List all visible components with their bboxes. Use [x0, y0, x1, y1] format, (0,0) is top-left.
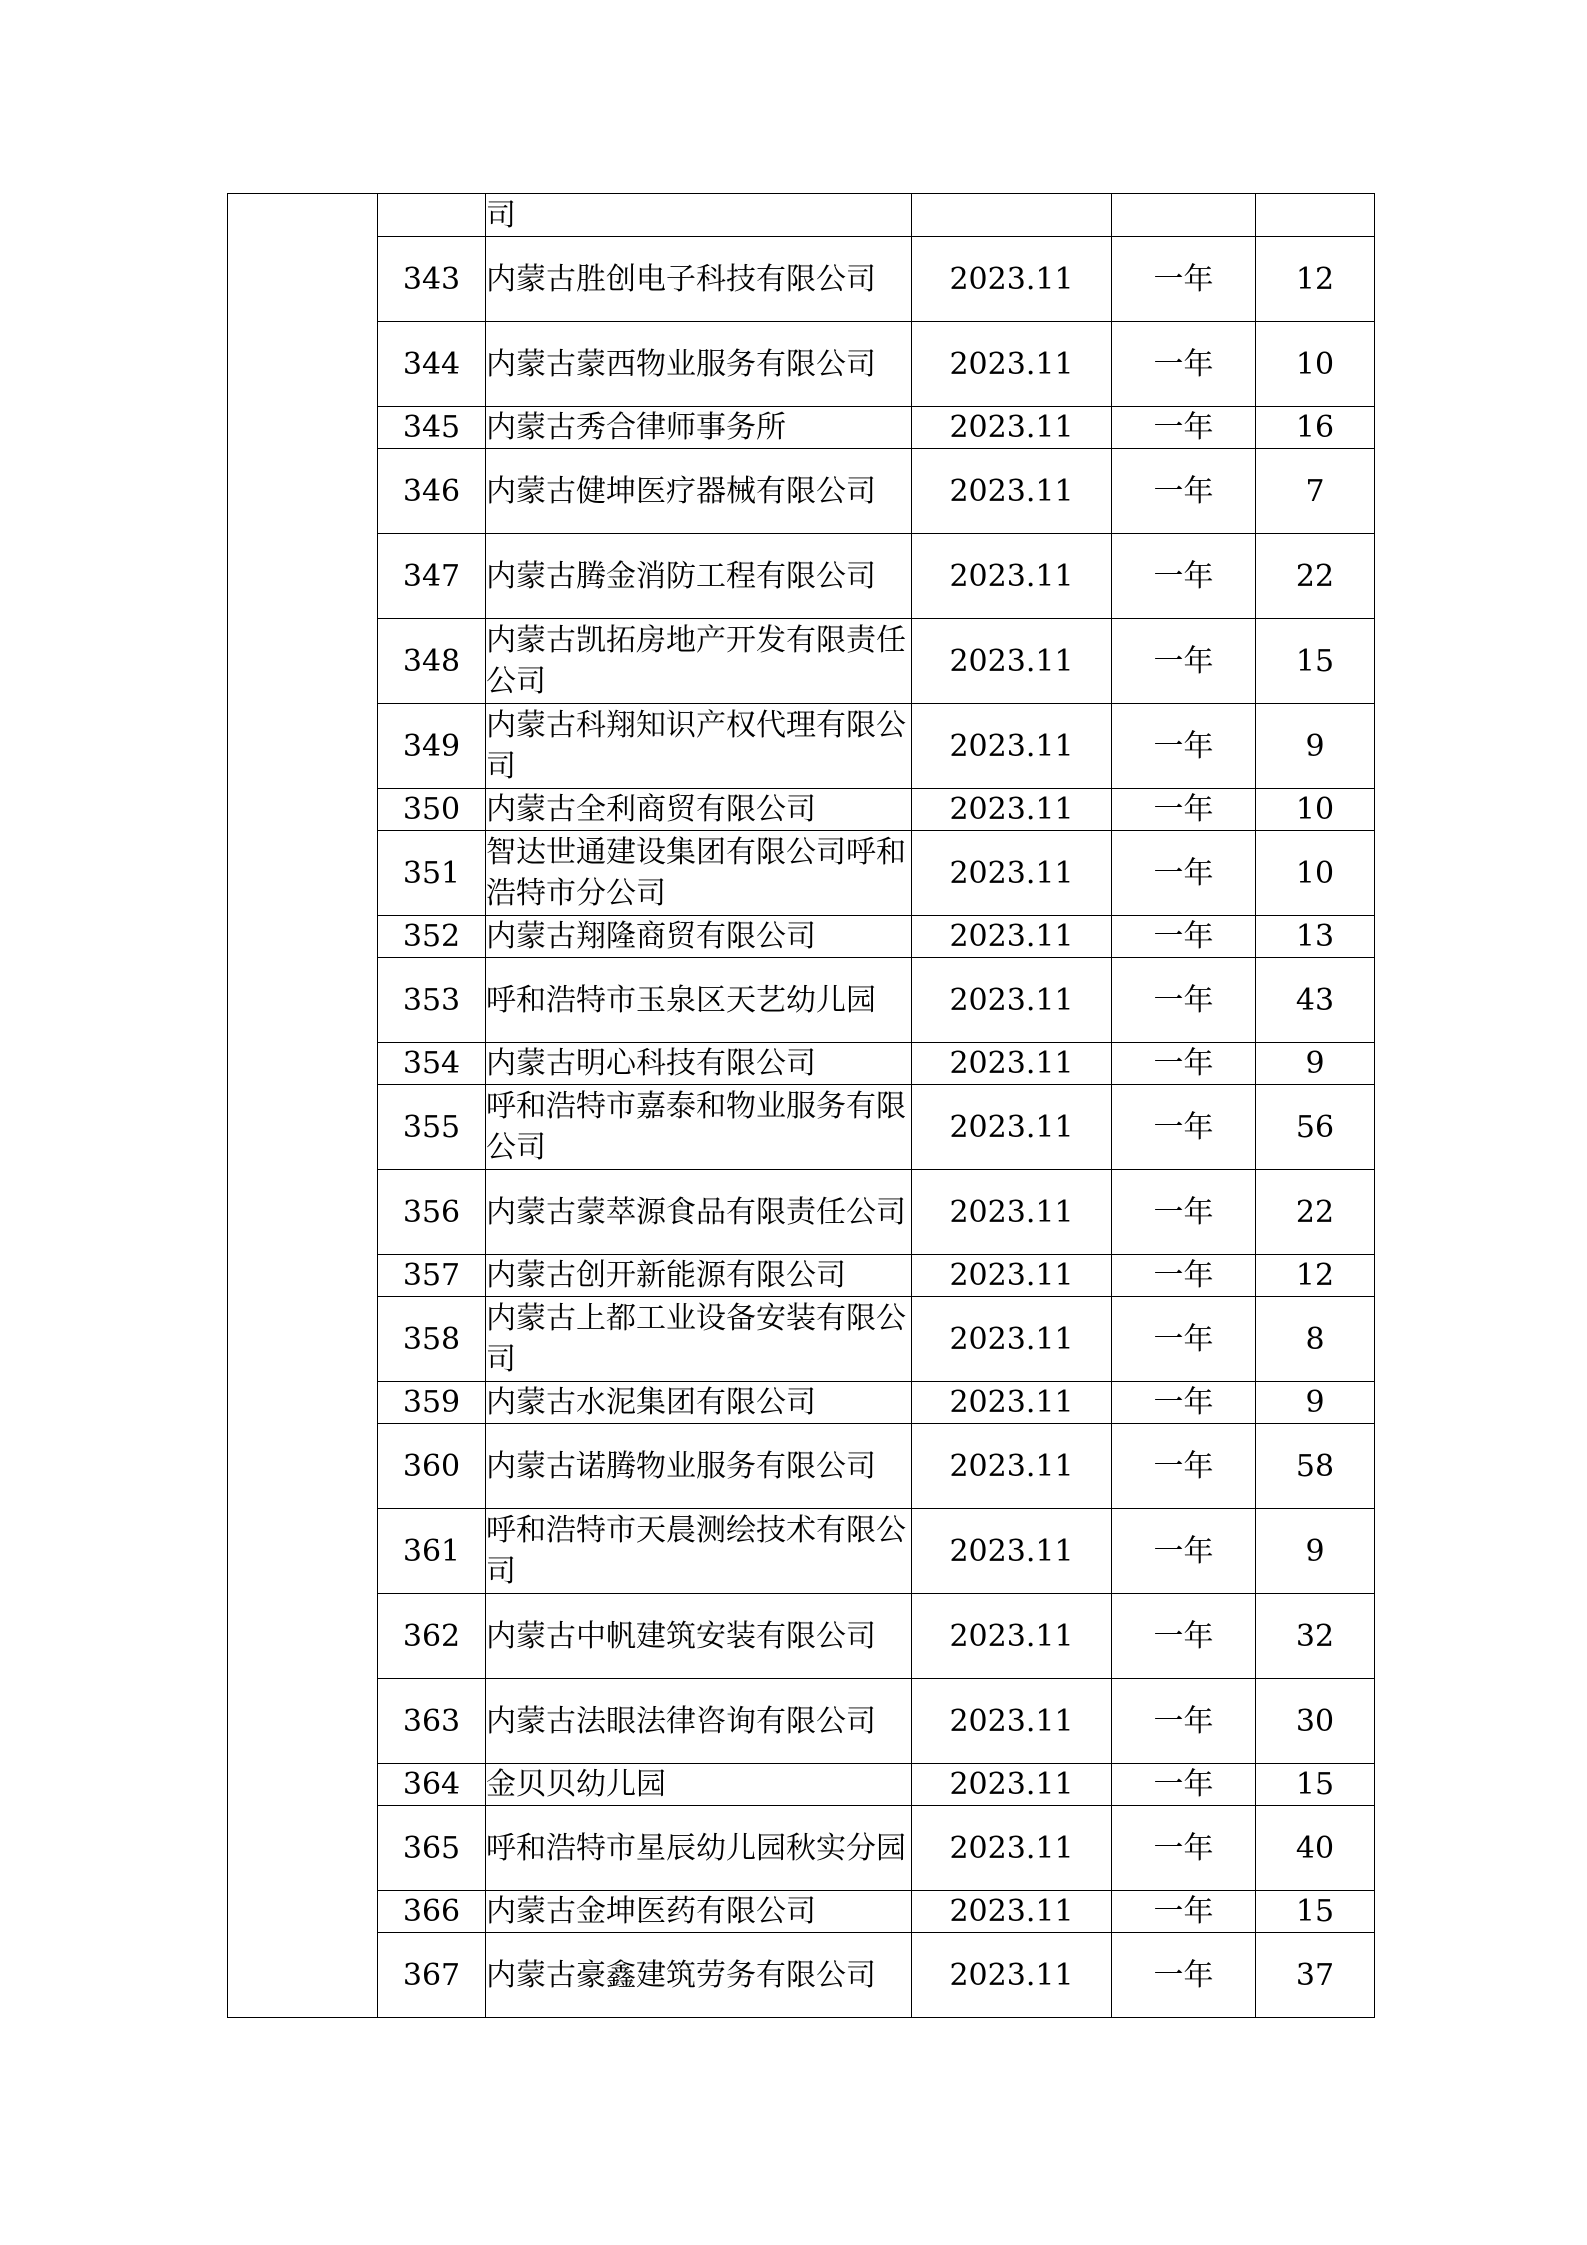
term-cell	[1112, 194, 1256, 237]
table-row	[228, 1043, 1375, 1085]
term-cell: 一年	[1112, 322, 1256, 407]
company-name-cell: 内蒙古蒙萃源食品有限责任公司	[486, 1170, 912, 1255]
count-cell: 37	[1256, 1933, 1375, 2018]
table-row	[228, 1806, 1375, 1891]
term-cell: 一年	[1112, 1509, 1256, 1594]
row-number-cell: 360	[378, 1424, 486, 1509]
row-number-cell: 365	[378, 1806, 486, 1891]
term-cell: 一年	[1112, 1297, 1256, 1382]
term-cell: 一年	[1112, 1891, 1256, 1933]
term-cell: 一年	[1112, 831, 1256, 916]
table-row	[228, 407, 1375, 449]
company-name-cell: 呼和浩特市星辰幼儿园秋实分园	[486, 1806, 912, 1891]
term-cell: 一年	[1112, 1085, 1256, 1170]
company-name-cell: 内蒙古金坤医药有限公司	[486, 1891, 912, 1933]
company-name-cell: 内蒙古凯拓房地产开发有限责任公司	[486, 619, 912, 704]
date-cell: 2023.11	[912, 534, 1112, 619]
count-cell: 9	[1256, 704, 1375, 789]
term-cell: 一年	[1112, 704, 1256, 789]
table-row	[228, 1594, 1375, 1679]
date-cell: 2023.11	[912, 1933, 1112, 2018]
row-number-cell: 344	[378, 322, 486, 407]
date-cell: 2023.11	[912, 1297, 1112, 1382]
date-cell: 2023.11	[912, 1806, 1112, 1891]
count-cell: 15	[1256, 1891, 1375, 1933]
date-cell: 2023.11	[912, 1085, 1112, 1170]
row-number-cell: 343	[378, 237, 486, 322]
term-cell: 一年	[1112, 1255, 1256, 1297]
company-name-cell: 内蒙古诺腾物业服务有限公司	[486, 1424, 912, 1509]
row-number-cell: 359	[378, 1382, 486, 1424]
count-cell: 9	[1256, 1382, 1375, 1424]
table-row	[228, 1170, 1375, 1255]
company-name-cell: 内蒙古水泥集团有限公司	[486, 1382, 912, 1424]
date-cell: 2023.11	[912, 958, 1112, 1043]
row-number-cell: 363	[378, 1679, 486, 1764]
company-name-cell: 智达世通建设集团有限公司呼和浩特市分公司	[486, 831, 912, 916]
table-row	[228, 1933, 1375, 2018]
term-cell: 一年	[1112, 916, 1256, 958]
date-cell: 2023.11	[912, 1764, 1112, 1806]
row-number-cell: 346	[378, 449, 486, 534]
count-cell: 9	[1256, 1509, 1375, 1594]
date-cell: 2023.11	[912, 1043, 1112, 1085]
term-cell: 一年	[1112, 1933, 1256, 2018]
table-body	[228, 194, 1375, 2018]
row-number-cell: 364	[378, 1764, 486, 1806]
term-cell: 一年	[1112, 407, 1256, 449]
term-cell: 一年	[1112, 789, 1256, 831]
table-row	[228, 449, 1375, 534]
company-name-cell: 呼和浩特市玉泉区天艺幼儿园	[486, 958, 912, 1043]
table-row	[228, 1764, 1375, 1806]
date-cell: 2023.11	[912, 789, 1112, 831]
term-cell: 一年	[1112, 534, 1256, 619]
count-cell: 9	[1256, 1043, 1375, 1085]
date-cell: 2023.11	[912, 322, 1112, 407]
date-cell: 2023.11	[912, 1170, 1112, 1255]
row-number-cell: 351	[378, 831, 486, 916]
table-row	[228, 789, 1375, 831]
company-name-cell: 内蒙古明心科技有限公司	[486, 1043, 912, 1085]
table-row	[228, 322, 1375, 407]
company-name-cell: 呼和浩特市嘉泰和物业服务有限公司	[486, 1085, 912, 1170]
row-number-cell: 356	[378, 1170, 486, 1255]
company-name-cell: 内蒙古全利商贸有限公司	[486, 789, 912, 831]
term-cell: 一年	[1112, 1424, 1256, 1509]
date-cell: 2023.11	[912, 1424, 1112, 1509]
term-cell: 一年	[1112, 619, 1256, 704]
table-row	[228, 1679, 1375, 1764]
date-cell: 2023.11	[912, 407, 1112, 449]
row-number-cell: 367	[378, 1933, 486, 2018]
term-cell: 一年	[1112, 1806, 1256, 1891]
row-number-cell: 354	[378, 1043, 486, 1085]
company-name-cell: 内蒙古豪鑫建筑劳务有限公司	[486, 1933, 912, 2018]
company-name-cell: 内蒙古秀合律师事务所	[486, 407, 912, 449]
date-cell: 2023.11	[912, 916, 1112, 958]
count-cell: 58	[1256, 1424, 1375, 1509]
company-name-cell: 内蒙古健坤医疗器械有限公司	[486, 449, 912, 534]
table-row	[228, 1891, 1375, 1933]
term-cell: 一年	[1112, 449, 1256, 534]
count-cell: 43	[1256, 958, 1375, 1043]
count-cell: 12	[1256, 1255, 1375, 1297]
count-cell: 10	[1256, 789, 1375, 831]
term-cell: 一年	[1112, 1382, 1256, 1424]
row-number-cell: 355	[378, 1085, 486, 1170]
table-row	[228, 1255, 1375, 1297]
count-cell: 16	[1256, 407, 1375, 449]
term-cell: 一年	[1112, 1043, 1256, 1085]
table-row	[228, 916, 1375, 958]
count-cell: 15	[1256, 619, 1375, 704]
company-name-cell: 内蒙古创开新能源有限公司	[486, 1255, 912, 1297]
table-row	[228, 1085, 1375, 1170]
term-cell: 一年	[1112, 958, 1256, 1043]
date-cell: 2023.11	[912, 1594, 1112, 1679]
term-cell: 一年	[1112, 1170, 1256, 1255]
category-cell	[228, 194, 378, 2018]
row-number-cell: 348	[378, 619, 486, 704]
row-number-cell: 352	[378, 916, 486, 958]
table-row	[228, 831, 1375, 916]
count-cell: 12	[1256, 237, 1375, 322]
row-number-cell: 353	[378, 958, 486, 1043]
company-name-cell: 司	[486, 194, 912, 237]
row-number-cell: 361	[378, 1509, 486, 1594]
row-number-cell: 350	[378, 789, 486, 831]
company-name-cell: 内蒙古科翔知识产权代理有限公司	[486, 704, 912, 789]
table-row	[228, 704, 1375, 789]
company-name-cell: 内蒙古蒙西物业服务有限公司	[486, 322, 912, 407]
count-cell: 8	[1256, 1297, 1375, 1382]
row-number-cell: 357	[378, 1255, 486, 1297]
count-cell: 30	[1256, 1679, 1375, 1764]
table-row	[228, 237, 1375, 322]
term-cell: 一年	[1112, 1594, 1256, 1679]
date-cell: 2023.11	[912, 704, 1112, 789]
count-cell: 15	[1256, 1764, 1375, 1806]
term-cell: 一年	[1112, 237, 1256, 322]
count-cell: 22	[1256, 534, 1375, 619]
count-cell: 56	[1256, 1085, 1375, 1170]
company-name-cell: 内蒙古翔隆商贸有限公司	[486, 916, 912, 958]
count-cell: 40	[1256, 1806, 1375, 1891]
date-cell: 2023.11	[912, 1382, 1112, 1424]
count-cell: 10	[1256, 831, 1375, 916]
date-cell	[912, 194, 1112, 237]
date-cell: 2023.11	[912, 237, 1112, 322]
count-cell: 7	[1256, 449, 1375, 534]
count-cell: 32	[1256, 1594, 1375, 1679]
term-cell: 一年	[1112, 1764, 1256, 1806]
table-row	[228, 1382, 1375, 1424]
term-cell: 一年	[1112, 1679, 1256, 1764]
company-name-cell: 内蒙古上都工业设备安装有限公司	[486, 1297, 912, 1382]
date-cell: 2023.11	[912, 619, 1112, 704]
date-cell: 2023.11	[912, 1891, 1112, 1933]
company-name-cell: 内蒙古法眼法律咨询有限公司	[486, 1679, 912, 1764]
count-cell	[1256, 194, 1375, 237]
company-name-cell: 内蒙古中帆建筑安装有限公司	[486, 1594, 912, 1679]
row-number-cell: 366	[378, 1891, 486, 1933]
row-number-cell: 349	[378, 704, 486, 789]
company-name-cell: 呼和浩特市天晨测绘技术有限公司	[486, 1509, 912, 1594]
date-cell: 2023.11	[912, 1509, 1112, 1594]
date-cell: 2023.11	[912, 1679, 1112, 1764]
table-row	[228, 1297, 1375, 1382]
enterprise-table	[227, 193, 1375, 2018]
table-row-continued	[228, 194, 1375, 237]
date-cell: 2023.11	[912, 449, 1112, 534]
row-number-cell: 345	[378, 407, 486, 449]
row-number-cell: 347	[378, 534, 486, 619]
count-cell: 22	[1256, 1170, 1375, 1255]
date-cell: 2023.11	[912, 831, 1112, 916]
table-row	[228, 958, 1375, 1043]
row-number-cell: 358	[378, 1297, 486, 1382]
table-row	[228, 619, 1375, 704]
count-cell: 10	[1256, 322, 1375, 407]
count-cell: 13	[1256, 916, 1375, 958]
table-row	[228, 1509, 1375, 1594]
table-row	[228, 1424, 1375, 1509]
row-number-cell	[378, 194, 486, 237]
table-row	[228, 534, 1375, 619]
company-name-cell: 金贝贝幼儿园	[486, 1764, 912, 1806]
company-name-cell: 内蒙古腾金消防工程有限公司	[486, 534, 912, 619]
date-cell: 2023.11	[912, 1255, 1112, 1297]
row-number-cell: 362	[378, 1594, 486, 1679]
company-name-cell: 内蒙古胜创电子科技有限公司	[486, 237, 912, 322]
